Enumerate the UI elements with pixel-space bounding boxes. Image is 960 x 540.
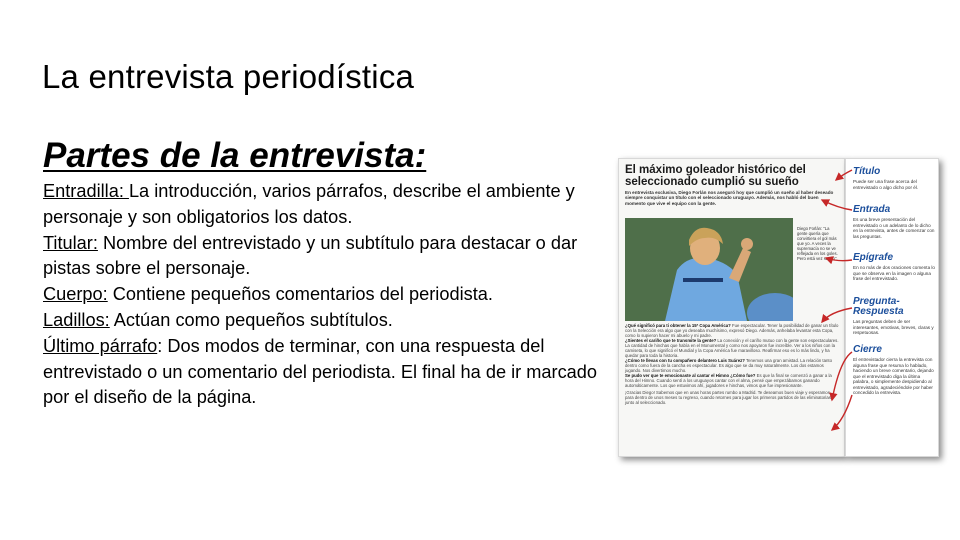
part-term: Ladillos:	[43, 309, 110, 330]
part-term: Cuerpo:	[43, 284, 108, 305]
part-titular	[43, 231, 603, 283]
player-photo	[625, 218, 793, 321]
qa-answer: La conexión y el cariño mutuo con la gente son espectaculares. La cantidad de hinchas que había en el Monumental y como nos apoyaron fue increíble. Ver a los niños con la camiseta, lo que significó el Mundial y la Copa América fue maravilloso. Reafirmar eso es lo más lindo, y ha quedar para toda la historia.	[625, 338, 839, 358]
section-heading: Partes de la entrevista:	[43, 136, 427, 175]
qa-closing	[625, 390, 839, 405]
note-epigrafe	[853, 253, 935, 282]
part-entradilla	[43, 179, 603, 231]
part-description: La introducción, varios párrafos, describe el ambiente y personaje y son obligatorios los datos.	[43, 181, 575, 227]
part-description: Nombre del entrevistado y un subtítulo para destacar o dar pistas sobre el personaje.	[43, 232, 578, 279]
note-text: Las preguntas deben de ser interesantes, emotivas, breves, claras y respetuosas.	[853, 319, 934, 335]
newspaper-qa	[625, 323, 839, 405]
qa-item	[625, 323, 839, 338]
qa-question: ¿Sientes el cariño que te transmite la gente?	[625, 338, 717, 343]
qa-answer: Fue espectacular. Tener la posibilidad de ganar un título con la Selección era algo que yo deseaba muchísimo, expresó Diego. Además, anhelaba levantar esta Copa, como lo supieron hacer mi abuelo y mi padre.	[625, 323, 839, 338]
part-term: Titular:	[43, 232, 98, 253]
note-title: Cierre	[853, 344, 882, 355]
part-term: Entradilla:	[43, 181, 129, 201]
note-title: Título	[853, 166, 881, 177]
note-pregunta-respuesta	[853, 297, 935, 336]
qa-item	[625, 358, 839, 373]
part-description: Actúan como pequeños subtítulos.	[109, 309, 393, 330]
structure-notes	[845, 158, 939, 457]
newspaper-headline: El máximo goleador histórico del seleccionado cumplió su sueño	[625, 164, 806, 188]
slide-title: La entrevista periodística	[42, 58, 415, 95]
qa-question: ¿Cómo te llevas con tu compañero delantero Luis Suárez?	[625, 358, 745, 363]
note-cierre	[853, 345, 935, 396]
qa-answer: ¡Gracias Diego! Sabemos que en unas horas partes rumbo a Madrid. Te deseamos buen viaje y esperamos para dentro de unos meses tu regreso, cuando retornes para jugar los primeros partidos de las eliminatorias, junto al seleccionado.	[625, 390, 833, 405]
player-illustration	[625, 218, 793, 321]
note-titulo	[853, 167, 935, 190]
newspaper-lead: En entrevista exclusiva, Diego Forlán nos aseguró hoy que cumplió un sueño al haber deseado siempre conquistar un título con el seleccionado uruguayo. Además, nos habló del buen momento que vive el equipo con la gente.	[625, 190, 834, 206]
part-term: Último párrafo	[43, 335, 158, 356]
part-description: : Dos modos de terminar, con una respuesta del entrevistado o un comentario del periodista. El final ha de ir marcado por el diseño de la página.	[43, 335, 598, 408]
note-title: Pregunta-Respuesta	[853, 296, 904, 317]
qa-answer: Tenemos una gran amistad. La relación tanto dentro como fuera de la cancha es espectacular. Es algo que se da muy naturalmente. Los dos estamos jugando. Nos divertimos mucho.	[625, 358, 832, 373]
note-text: En no más de dos oraciones comenta lo que se observa en la imagen o alguna frase del entrevistado.	[853, 265, 935, 281]
qa-answer: Es que la final se comenzó a ganar a la hora del Himno. Cuando sentí a los uruguayos cantar con el alma, pensé que empezábamos ganando automáticamente. Los que estuvimos ahí, jugadores e hinchas, vimos que fue impresionante.	[625, 373, 832, 388]
part-ladillos	[43, 308, 603, 334]
note-text: Puede ser una frase acerca del entrevistado o algo dicho por él.	[853, 179, 919, 190]
qa-question: Se pudo ver que te emocionaste al cantar el Himno ¿Cómo fue?	[625, 373, 756, 378]
part-cuerpo	[43, 282, 603, 308]
photo-caption: Diego Forlán: "La gente quería que convirtiera el gol más que yo. A veces la supremacía no se ve reflejada en los goles. Pero está vez se dio".	[797, 226, 838, 261]
part-ultimo-parrafo	[43, 334, 603, 411]
note-text: El entrevistador cierra la entrevista con alguna frase que resuma lo hablado, haciendo un breve comentario, dejando que el entrevistado diga la última palabra, o simplemente despidiendo al entrevistado, agradeciéndole por haber concedido la entrevista.	[853, 357, 934, 395]
note-entrada	[853, 205, 935, 239]
note-text: Es una breve presentación del entrevistado o un adelanto de lo dicho en la entrevista, antes de comenzar con las preguntas.	[853, 217, 935, 239]
qa-question: ¿Qué significó para ti obtener la 15ª Copa América?	[625, 323, 731, 328]
part-description: Contiene pequeños comentarios del periodista.	[107, 284, 493, 305]
note-title: Epígrafe	[853, 252, 894, 263]
newspaper-example	[618, 158, 845, 457]
qa-item	[625, 373, 839, 388]
parts-list	[43, 179, 603, 411]
qa-item	[625, 338, 839, 358]
note-title: Entrada	[853, 204, 891, 215]
